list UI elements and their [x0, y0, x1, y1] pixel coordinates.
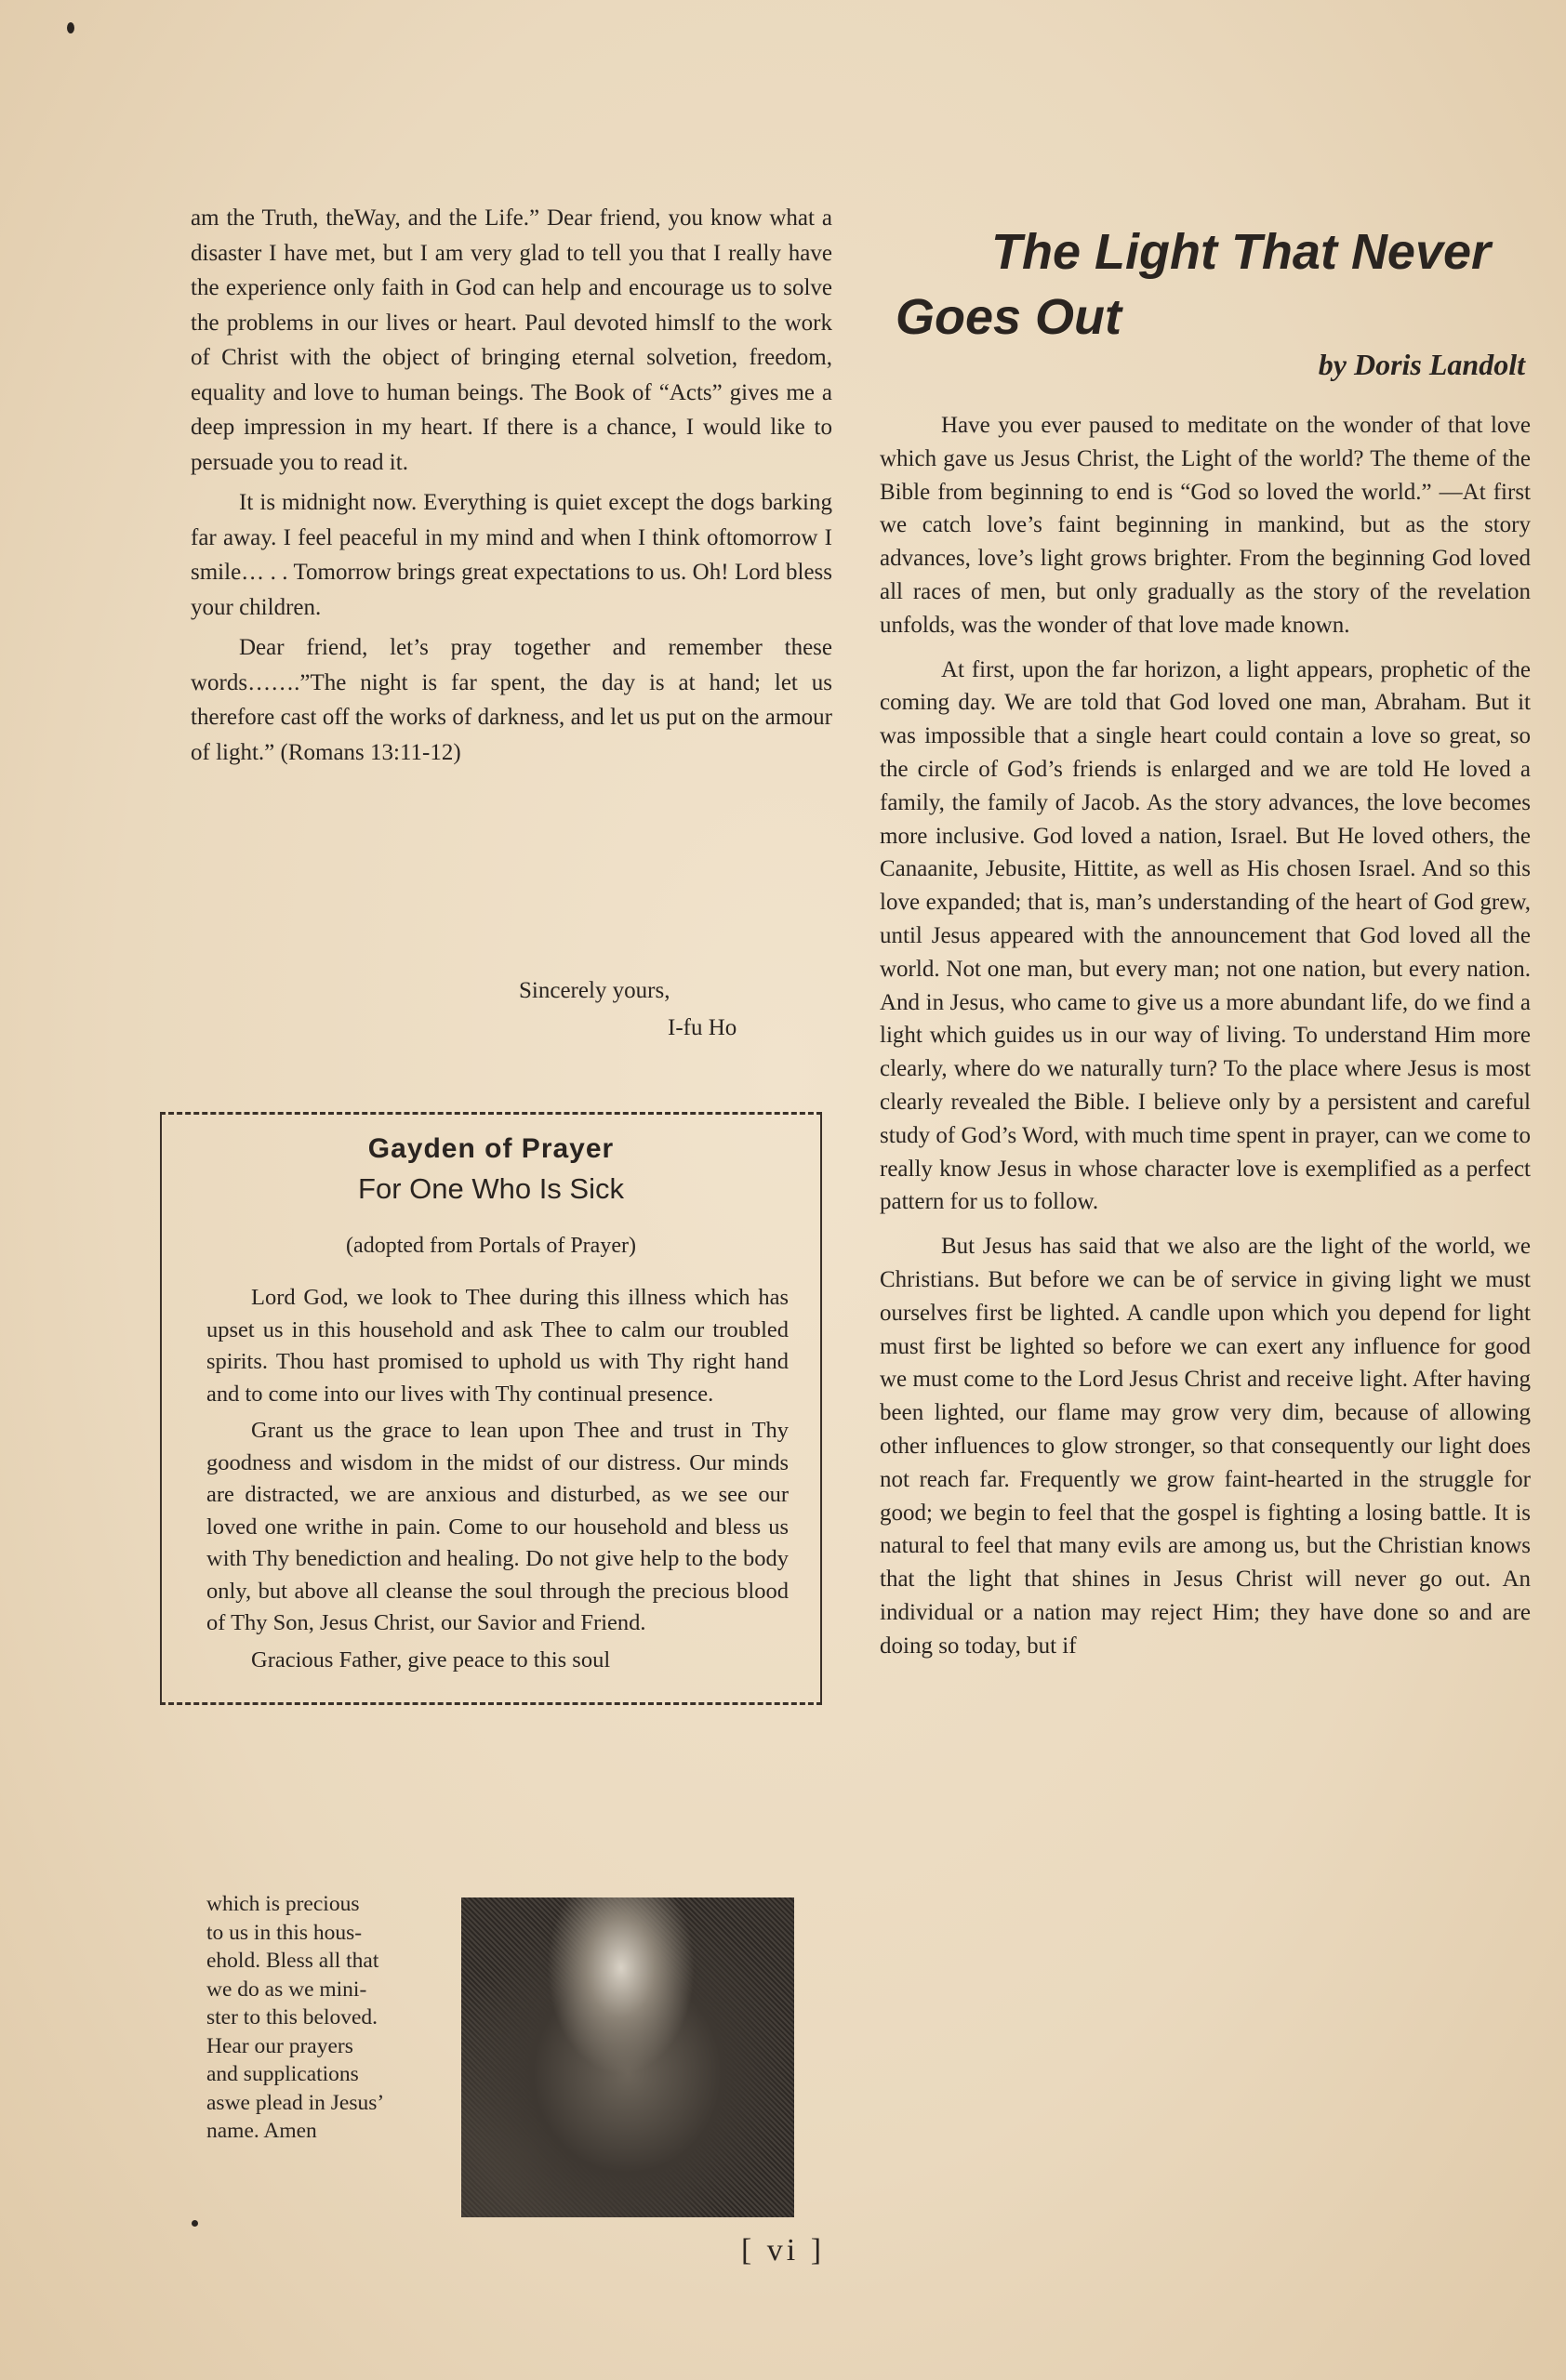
prayer-tail-line: Hear our prayers [206, 2033, 353, 2058]
prayer-source: (adopted from Portals of Prayer) [346, 1234, 636, 1258]
prayer-tail-line: and supplications [206, 2062, 359, 2086]
article-column [880, 409, 1531, 1662]
letter-column [191, 201, 832, 770]
prayer-body [206, 1282, 789, 1676]
article-paragraph: But Jesus has said that we also are the light of the world, we Christians. But before we can be of service in giving light we must ourselves first be lighted. A candle upon which you depend for light must first be lighted so before we can exert any influence for good we must come to the Lord Jesus Christ and receive light. After having been lighted, our flame may grow very dim, because of allowing other influences to glow stronger, so that consequently our light does not reach far. Frequently we grow faint-hearted in the struggle for good; we begin to feel that the gospel is fighting a losing battle. It is natural to feel that many evils are among us, but the Christian knows that the light that shines in Jesus Christ will never go out. An individual or a nation may reject Him; they have done so and are doing so today, but if [880, 1234, 1531, 1659]
prayer-title: Gayden of Prayer [367, 1133, 615, 1164]
article-paragraph: Have you ever paused to meditate on the wonder of that love which gave us Jesus Christ, the Light of the world? The theme of the Bible from beginning to end is “God so loved the world.” —At first we catch love’s faint beginning in mankind, but as the story advances, love’s light grows brighter. From the beginning God loved all races of men, but only gradually as the story of the revelation unfolds, was the wonder of that love made known. [880, 413, 1531, 638]
prayer-tail-line: we do as we mini- [206, 1977, 367, 2002]
ink-speck-bottom [192, 2220, 198, 2227]
prayer-tail-line: to us in this hous- [206, 1920, 363, 1945]
prayer-paragraph: Gracious Father, give peace to this soul [251, 1646, 611, 1673]
letter-paragraph: am the Truth, theWay, and the Life.” Dear friend, you know what a disaster I have met, but I am very glad to tell you that I really have the experience only faith in God can help and encourage us to solve the problems in our lives or heart. Paul devoted himslf to the work of Christ with the object of bringing eternal solvetion, freedom, equality and love to human beings. The Book of “Acts” gives me a deep impression in my heart. If there is a chance, I would like to persuade you to read it. [191, 205, 832, 475]
ink-speck-top [67, 22, 74, 33]
letter-signature: I-fu Ho [668, 1015, 737, 1040]
prayer-tail-line: which is precious [206, 1892, 360, 1916]
prayer-tail-line: name. Amen [206, 2119, 317, 2143]
prayer-tail-line: aswe plead in Jesus’ [206, 2090, 385, 2115]
letter-paragraph: Dear friend, let’s pray together and remember these words…….”The night is far spent, the day is at hand; let us therefore cast off the works of darkness, and let us put on the armour of light.” (Romans 13:11-12) [191, 635, 832, 765]
prayer-subtitle: For One Who Is Sick [358, 1172, 624, 1205]
article-byline: by Doris Landolt [1318, 348, 1525, 381]
prayer-photo [461, 1897, 794, 2217]
prayer-tail [206, 1890, 458, 2146]
letter-closing: Sincerely yours, [519, 978, 670, 1003]
article-title: The Light That Never Goes Out [896, 224, 1492, 345]
prayer-paragraph: Grant us the grace to lean upon Thee and trust in Thy goodness and wisdom in the midst of our distress. Our minds are distracted, we are anxious and disturbed, as we see our loved one writhe in pain. Come to our household and bless us with Thy benediction and healing. Do not give help to the body only, but above all cleanse the soul through the precious blood of Thy Son, Jesus Christ, our Savior and Friend. [206, 1418, 789, 1635]
article-paragraph: At first, upon the far horizon, a light appears, prophetic of the coming day. We are told that God loved one man, Abraham. But it was impossible that a single heart could contain a love so great, so the circle of God’s friends is enlarged and we are told He loved a family, the family of Jacob. As the story advances, the love becomes more inclusive. God loved a nation, Israel. But He loved others, the Canaanite, Jebusite, Hittite, as well as His chosen Israel. And so this love expanded; that is, man’s understanding of the heart of God grew, until Jesus appeared with the announcement that God loved all the world. Not one man, but every man; not one nation, but every nation. And in Jesus, who came to give us a more abundant life, do we find a light which guides us in our way of living. To understand Him more clearly, where do we naturally turn? To the place where Jesus is most clearly revealed the Bible. I believe only by a persistent and careful study of God’s Word, with much time spent in prayer, can we come to really know Jesus in whose character love is exemplified as a perfect pattern for us to follow. [880, 656, 1531, 1215]
prayer-paragraph: Lord God, we look to Thee during this illness which has upset us in this household and ask Thee to calm our troubled spirits. Thou hast promised to uphold us with Thy right hand and to come into our lives with Thy continual presence. [206, 1285, 789, 1407]
prayer-tail-line: ehold. Bless all that [206, 1949, 379, 1973]
prayer-box [160, 1112, 822, 2143]
page-number: [ vi ] [740, 2233, 826, 2268]
letter-paragraph: It is midnight now. Everything is quiet except the dogs barking far away. I feel peaceful in my mind and when I think oftomorrow I smile… . . Tomorrow brings great expectations to us. Oh! Lord bless your children. [191, 490, 832, 620]
prayer-tail-line: ster to this beloved. [206, 2005, 378, 2030]
